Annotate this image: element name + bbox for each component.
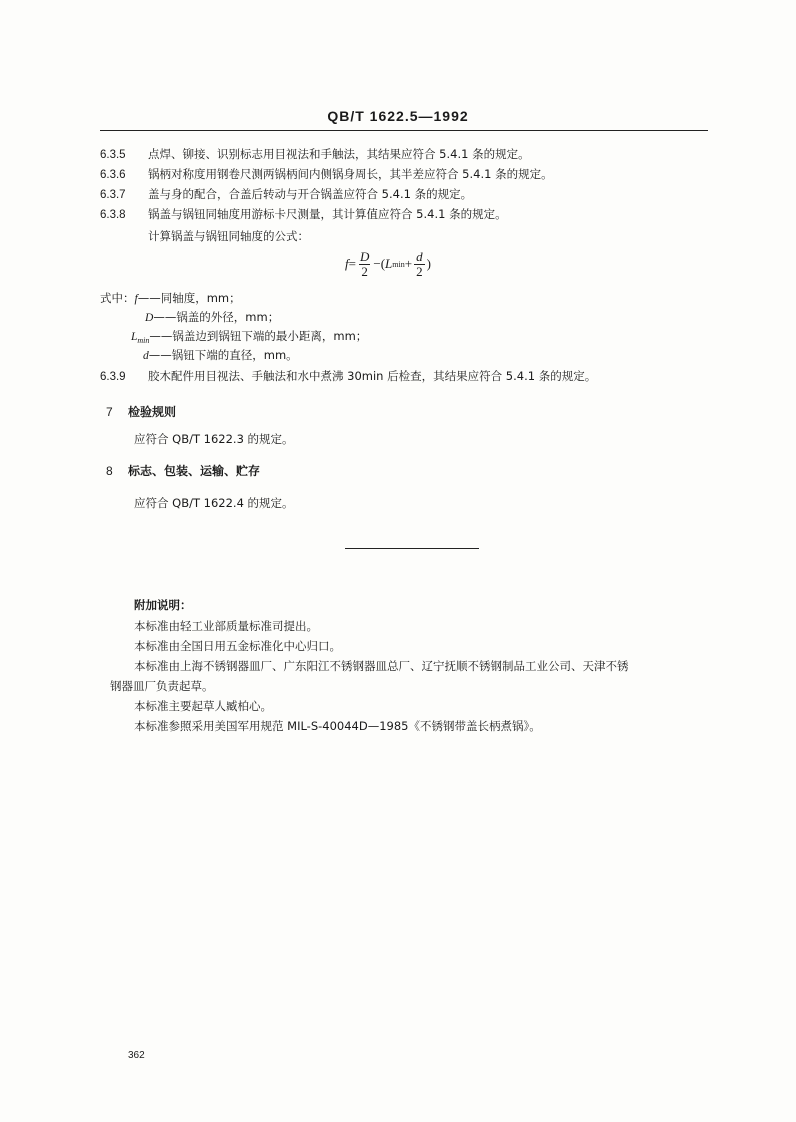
variable-description: ——锅钮下端的直径，mm。 bbox=[148, 348, 298, 362]
end-of-text-rule bbox=[345, 548, 479, 549]
note-line: 本标准由轻工业部质量标准司提出。 bbox=[134, 619, 318, 633]
formula-l-subscript: min bbox=[392, 259, 405, 269]
fraction-numerator: d bbox=[416, 248, 423, 264]
formula-minus: − bbox=[373, 256, 381, 271]
note-line: 本标准由全国日用五金标准化中心归口。 bbox=[134, 639, 341, 653]
note-line: 本标准参照采用美国军用规范 MIL-S-40044D—1985《不锈钢带盖长柄煮锅》。 bbox=[134, 719, 541, 733]
note-line: 钢器皿厂负责起草。 bbox=[110, 679, 214, 693]
formula-lhs: f bbox=[345, 256, 349, 271]
section-8-body: 应符合 QB/T 1622.4 的规定。 bbox=[134, 496, 294, 510]
note-line: 本标准主要起草人臧柏心。 bbox=[134, 699, 272, 713]
formula-l: L bbox=[385, 256, 393, 271]
fraction-denominator: 2 bbox=[361, 263, 368, 279]
section-number: 8 bbox=[106, 464, 113, 478]
variable-f bbox=[100, 290, 241, 307]
section-7-heading bbox=[106, 403, 176, 420]
formula-equals: = bbox=[348, 256, 356, 271]
page-number: 362 bbox=[128, 1050, 145, 1061]
fraction-d-over-2 bbox=[358, 250, 371, 279]
variable-symbol: f bbox=[134, 293, 138, 305]
variable-d-knob bbox=[143, 347, 298, 364]
clause-number: 6.3.6 bbox=[100, 169, 126, 181]
clause-text: 盖与身的配合，合盖后转动与开合锅盖应符合 5.4.1 条的规定。 bbox=[148, 187, 473, 201]
fraction-small-d-over-2 bbox=[414, 250, 425, 279]
section-title: 标志、包装、运输、贮存 bbox=[128, 464, 261, 478]
section-number: 7 bbox=[106, 405, 113, 419]
formula-close-paren: ) bbox=[426, 256, 431, 271]
clause-6-3-5 bbox=[100, 146, 530, 163]
variable-symbol: L bbox=[131, 331, 138, 343]
clause-6-3-7 bbox=[100, 186, 472, 203]
coaxiality-formula bbox=[345, 247, 431, 281]
variable-symbol: D bbox=[145, 312, 154, 324]
clause-text: 点焊、铆接、识别标志用目视法和手触法，其结果应符合 5.4.1 条的规定。 bbox=[148, 147, 530, 161]
variable-symbol: d bbox=[143, 350, 149, 362]
section-8-heading bbox=[106, 462, 260, 479]
variable-description: ——锅盖边到锅钮下端的最小距离，mm； bbox=[149, 329, 368, 343]
variable-description: ——同轴度，mm； bbox=[137, 291, 241, 305]
clause-number: 6.3.8 bbox=[100, 209, 126, 221]
section-7-body: 应符合 QB/T 1622.3 的规定。 bbox=[134, 432, 294, 446]
fraction-numerator: D bbox=[359, 248, 370, 264]
note-line: 本标准由上海不锈钢器皿厂、广东阳江不锈钢器皿总厂、辽宁抚顺不锈钢制品工业公司、天津不锈 bbox=[134, 659, 629, 673]
clause-number: 6.3.7 bbox=[100, 189, 126, 201]
formula-open-paren: ( bbox=[380, 256, 386, 271]
fraction-denominator: 2 bbox=[416, 263, 423, 279]
additional-notes-title: 附加说明： bbox=[134, 598, 192, 612]
clause-number: 6.3.9 bbox=[100, 371, 126, 383]
clause-text: 锅盖与锅钮同轴度用游标卡尺测量，其计算值应符合 5.4.1 条的规定。 bbox=[148, 207, 507, 221]
where-label: 式中： bbox=[100, 291, 135, 305]
formula-plus: + bbox=[404, 256, 413, 271]
formula-intro: 计算锅盖与锅钮同轴度的公式： bbox=[148, 229, 309, 243]
variable-lmin bbox=[131, 328, 367, 349]
standard-code-header: QB/T 1622.5—1992 bbox=[327, 108, 469, 124]
variable-subscript: min bbox=[137, 336, 150, 345]
variable-description: ——锅盖的外径，mm； bbox=[153, 310, 280, 324]
clause-text: 锅柄对称度用钢卷尺测两锅柄间内侧锅身周长，其半差应符合 5.4.1 条的规定。 bbox=[148, 167, 553, 181]
clause-6-3-8 bbox=[100, 206, 507, 223]
variable-d-outer bbox=[145, 309, 279, 326]
clause-6-3-9 bbox=[100, 368, 596, 385]
clause-number: 6.3.5 bbox=[100, 149, 126, 161]
clause-6-3-6 bbox=[100, 166, 553, 183]
section-title: 检验规则 bbox=[128, 405, 177, 419]
header-rule bbox=[100, 130, 708, 131]
clause-text: 胶木配件用目视法、手触法和水中煮沸 30min 后检查，其结果应符合 5.4.1 条的规定。 bbox=[148, 369, 597, 383]
